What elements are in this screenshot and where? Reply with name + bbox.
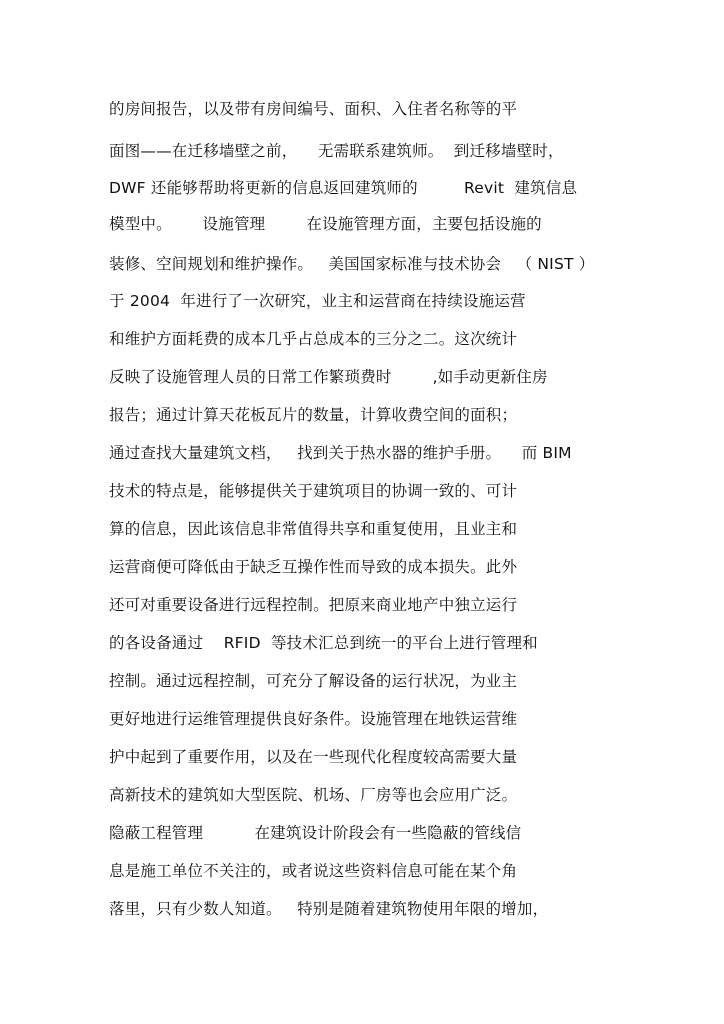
text-line: 落里，只有少数人知道。 特别是随着建筑物使用年限的增加， (109, 900, 549, 918)
text-line: 隐蔽工程管理 在建筑设计阶段会有一些隐蔽的管线信 (109, 824, 522, 842)
text-line: 更好地进行运维管理提供良好条件。设施管理在地铁运营维 (109, 710, 518, 728)
text-line: 高新技术的建筑如大型医院、机场、厂房等也会应用广泛。 (109, 786, 518, 804)
text-line: 运营商便可降低由于缺乏互操作性而导致的成本损失。此外 (109, 558, 518, 576)
text-line: 的房间报告，以及带有房间编号、面积、入住者名称等的平 (109, 100, 518, 118)
text-line: 面图——在迁移墙壁之前， 无需联系建筑师。 到迁移墙壁时， (109, 142, 564, 160)
text-line: 通过查找大量建筑文档， 找到关于热水器的维护手册。 而 BIM (109, 444, 572, 462)
text-line: 护中起到了重要作用，以及在一些现代化程度较高需要大量 (109, 748, 518, 766)
text-line: 报告；通过计算天花板瓦片的数量，计算收费空间的面积； (109, 406, 518, 424)
text-line: 息是施工单位不关注的，或者说这些资料信息可能在某个角 (109, 862, 518, 880)
text-line: 算的信息，因此该信息非常值得共享和重复使用，且业主和 (109, 520, 518, 538)
text-line: 装修、空间规划和维护操作。 美国国家标准与技术协会 （ NIST ） (109, 255, 595, 273)
text-line: 模型中。 设施管理 在设施管理方面，主要包括设施的 (109, 215, 542, 233)
text-line: 技术的特点是，能够提供关于建筑项目的协调一致的、可计 (109, 482, 518, 500)
text-line: 还可对重要设备进行远程控制。把原来商业地产中独立运行 (109, 596, 518, 614)
text-line: 于 2004 年进行了一次研究，业主和运营商在持续设施运营 (109, 292, 526, 310)
text-line: 反映了设施管理人员的日常工作繁琐费时 ,如手动更新住房 (109, 368, 548, 386)
text-line: 控制。通过远程控制，可充分了解设备的运行状况，为业主 (109, 672, 518, 690)
text-line: 和维护方面耗费的成本几乎占总成本的三分之二。这次统计 (109, 330, 518, 348)
text-line: 的各设备通过 RFID 等技术汇总到统一的平台上进行管理和 (109, 634, 538, 652)
text-line: DWF 还能够帮助将更新的信息返回建筑师的 Revit 建筑信息 (109, 179, 578, 197)
